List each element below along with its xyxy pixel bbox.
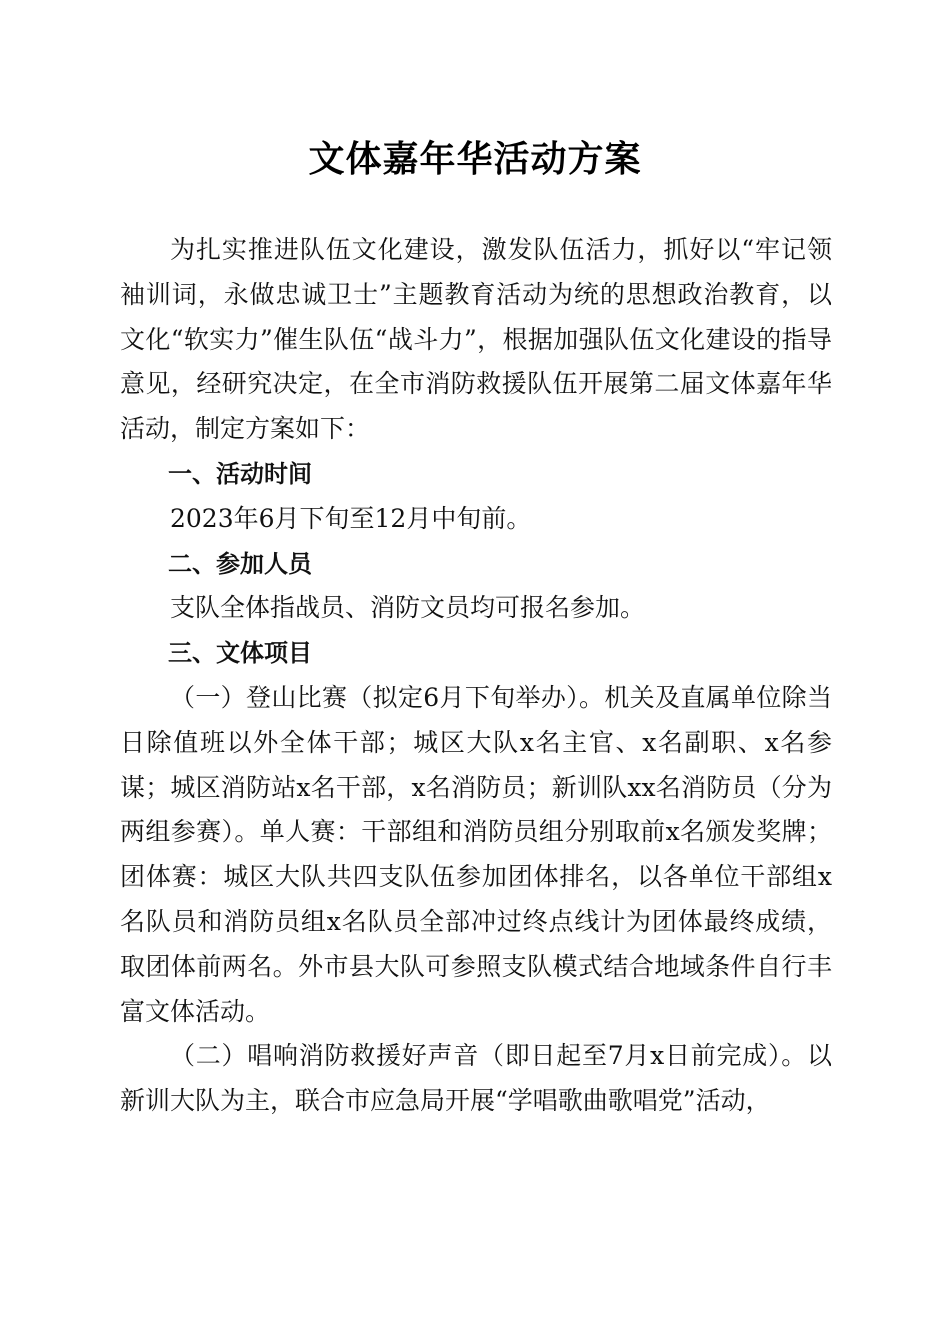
intro-paragraph: 为扎实推进队伍文化建设，激发队伍活力，抓好以“牢记领袖训词，永做忠诚卫士”主题教育活动为统的思想政治教育，以文化“软实力”催生队伍“战斗力”，根据加强队伍文化建设的指导意见，经研究决定，在全市消防救援队伍开展第二届文体嘉年华活动，制定方案如下： bbox=[120, 235, 832, 444]
section-text-time: 2023年6月下旬至12月中旬前。 bbox=[170, 503, 532, 533]
section-heading-time: 一、活动时间 bbox=[168, 459, 312, 488]
section-heading-projects: 三、文体项目 bbox=[168, 639, 312, 668]
document-body bbox=[120, 228, 832, 1124]
section-heading-participants: 二、参加人员 bbox=[168, 549, 312, 578]
project-item-singing: （二）唱响消防救援好声音（即日起至7月x日前完成）。以新训大队为主，联合市应急局开展“学唱歌曲歌唱党”活动， bbox=[120, 1041, 832, 1116]
document-title: 文体嘉年华活动方案 bbox=[308, 138, 642, 180]
project-item-climbing: （一）登山比赛（拟定6月下旬举办）。机关及直属单位除当日除值班以外全体干部；城区大队x名主官、x名副职、x名参谋；城区消防站x名干部，x名消防员；新训队xx名消防员（分为两组参赛）。单人赛：干部组和消防员组分别取前x名颁发奖牌；团体赛：城区大队共四支队伍参加团体排名，以各单位干部组x名队员和消防员组x名队员全部冲过终点线计为团体最终成绩，取团体前两名。外市县大队可参照支队模式结合地域条件自行丰富文体活动。 bbox=[120, 682, 832, 1026]
section-text-participants: 支队全体指战员、消防文员均可报名参加。 bbox=[170, 593, 646, 623]
